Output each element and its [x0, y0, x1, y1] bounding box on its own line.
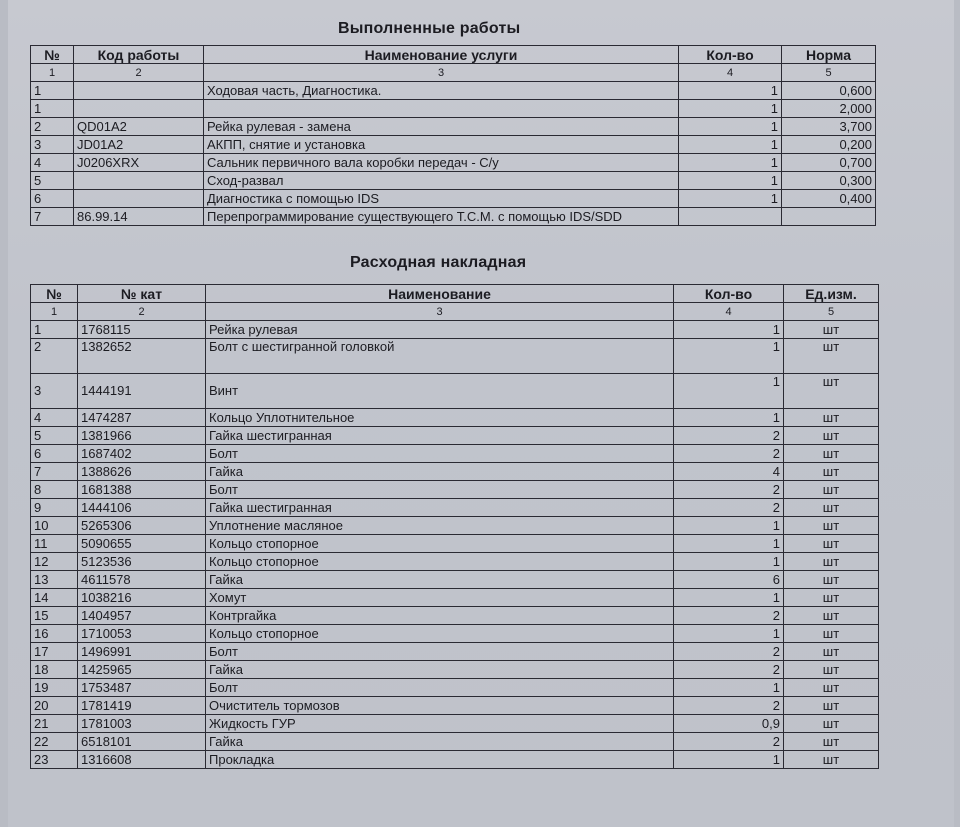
works-cell-name	[204, 100, 679, 118]
invoice-row	[31, 661, 879, 679]
invoice-cell-cat: 1768115	[78, 321, 206, 339]
invoice-cell-qty: 1	[674, 409, 784, 427]
works-cell-name: Сход-развал	[204, 172, 679, 190]
invoice-table	[30, 284, 879, 769]
works-row	[31, 82, 876, 100]
works-cell-norm: 0,200	[782, 136, 876, 154]
invoice-cell-no: 10	[31, 517, 78, 535]
works-cell-code	[74, 100, 204, 118]
works-row	[31, 172, 876, 190]
invoice-cell-name: Очиститель тормозов	[206, 697, 674, 715]
works-cell-qty: 1	[679, 82, 782, 100]
works-cell-norm: 0,700	[782, 154, 876, 172]
invoice-cell-qty: 6	[674, 571, 784, 589]
invoice-cell-qty: 1	[674, 751, 784, 769]
invoice-cell-unit: шт	[784, 409, 879, 427]
works-cell-norm: 0,300	[782, 172, 876, 190]
invoice-cell-unit: шт	[784, 679, 879, 697]
invoice-cell-name: Гайка	[206, 733, 674, 751]
works-cell-code: JD01A2	[74, 136, 204, 154]
invoice-cell-no: 13	[31, 571, 78, 589]
invoice-cell-unit: шт	[784, 715, 879, 733]
invoice-cell-no: 19	[31, 679, 78, 697]
invoice-row	[31, 374, 879, 409]
invoice-cell-unit: шт	[784, 374, 879, 409]
works-cell-name: АКПП, снятие и установка	[204, 136, 679, 154]
works-header-row	[31, 46, 876, 64]
invoice-row	[31, 535, 879, 553]
invoice-cell-name: Прокладка	[206, 751, 674, 769]
invoice-cell-cat: 5123536	[78, 553, 206, 571]
invoice-cell-qty: 1	[674, 517, 784, 535]
works-cell-no: 2	[31, 118, 74, 136]
invoice-cell-unit: шт	[784, 697, 879, 715]
works-row	[31, 118, 876, 136]
invoice-row	[31, 679, 879, 697]
invoice-cell-name: Уплотнение масляное	[206, 517, 674, 535]
invoice-cell-qty: 0,9	[674, 715, 784, 733]
invoice-cell-no: 7	[31, 463, 78, 481]
works-header-name: Наименование услуги	[204, 46, 679, 64]
invoice-cell-qty: 1	[674, 535, 784, 553]
invoice-cell-qty: 2	[674, 427, 784, 445]
invoice-cell-no: 1	[31, 321, 78, 339]
invoice-cell-no: 16	[31, 625, 78, 643]
invoice-cell-name: Кольцо Уплотнительное	[206, 409, 674, 427]
invoice-row	[31, 571, 879, 589]
invoice-cell-qty: 1	[674, 374, 784, 409]
invoice-cell-name: Болт	[206, 643, 674, 661]
invoice-cell-cat: 1444191	[78, 374, 206, 409]
works-cell-qty: 1	[679, 172, 782, 190]
invoice-cell-qty: 1	[674, 679, 784, 697]
invoice-cell-cat: 1388626	[78, 463, 206, 481]
invoice-cell-no: 5	[31, 427, 78, 445]
invoice-cell-cat: 1496991	[78, 643, 206, 661]
invoice-row	[31, 733, 879, 751]
invoice-row	[31, 339, 879, 374]
works-cell-no: 5	[31, 172, 74, 190]
invoice-cell-name: Кольцо стопорное	[206, 625, 674, 643]
invoice-cell-unit: шт	[784, 661, 879, 679]
invoice-cell-cat: 1681388	[78, 481, 206, 499]
invoice-cell-qty: 1	[674, 321, 784, 339]
works-cell-no: 3	[31, 136, 74, 154]
works-colnum: 4	[679, 64, 782, 82]
invoice-cell-cat: 1781003	[78, 715, 206, 733]
invoice-cell-name: Гайка	[206, 571, 674, 589]
works-cell-no: 1	[31, 100, 74, 118]
invoice-cell-unit: шт	[784, 535, 879, 553]
invoice-cell-qty: 4	[674, 463, 784, 481]
invoice-cell-name: Рейка рулевая	[206, 321, 674, 339]
works-colnum-row	[31, 64, 876, 82]
invoice-cell-unit: шт	[784, 481, 879, 499]
works-row	[31, 208, 876, 226]
works-row	[31, 100, 876, 118]
invoice-cell-unit: шт	[784, 339, 879, 374]
invoice-cell-qty: 2	[674, 607, 784, 625]
works-title: Выполненные работы	[338, 20, 521, 37]
invoice-cell-cat: 1753487	[78, 679, 206, 697]
works-cell-code: 86.99.14	[74, 208, 204, 226]
invoice-cell-cat: 5090655	[78, 535, 206, 553]
invoice-header-cat: № кат	[78, 285, 206, 303]
invoice-cell-unit: шт	[784, 321, 879, 339]
works-cell-code	[74, 190, 204, 208]
invoice-cell-no: 23	[31, 751, 78, 769]
works-cell-code	[74, 82, 204, 100]
works-cell-norm	[782, 208, 876, 226]
invoice-cell-qty: 2	[674, 643, 784, 661]
works-cell-code: J0206XRX	[74, 154, 204, 172]
invoice-cell-qty: 2	[674, 481, 784, 499]
invoice-row	[31, 553, 879, 571]
invoice-cell-no: 15	[31, 607, 78, 625]
invoice-cell-no: 4	[31, 409, 78, 427]
invoice-cell-name: Болт с шестигранной головкой	[206, 339, 674, 374]
works-cell-qty: 1	[679, 100, 782, 118]
invoice-cell-no: 14	[31, 589, 78, 607]
invoice-header-no: №	[31, 285, 78, 303]
works-cell-qty: 1	[679, 118, 782, 136]
works-header-no: №	[31, 46, 74, 64]
invoice-cell-name: Кольцо стопорное	[206, 535, 674, 553]
invoice-row	[31, 715, 879, 733]
invoice-cell-qty: 2	[674, 697, 784, 715]
invoice-cell-no: 12	[31, 553, 78, 571]
invoice-cell-name: Болт	[206, 679, 674, 697]
invoice-cell-unit: шт	[784, 427, 879, 445]
invoice-colnum: 5	[784, 303, 879, 321]
invoice-cell-no: 2	[31, 339, 78, 374]
invoice-cell-qty: 1	[674, 589, 784, 607]
works-cell-qty: 1	[679, 154, 782, 172]
invoice-cell-cat: 1316608	[78, 751, 206, 769]
invoice-cell-cat: 1444106	[78, 499, 206, 517]
invoice-colnum: 1	[31, 303, 78, 321]
invoice-cell-no: 17	[31, 643, 78, 661]
invoice-cell-unit: шт	[784, 553, 879, 571]
works-cell-no: 7	[31, 208, 74, 226]
works-colnum: 5	[782, 64, 876, 82]
invoice-row	[31, 481, 879, 499]
works-cell-name: Диагностика с помощью IDS	[204, 190, 679, 208]
invoice-cell-name: Винт	[206, 374, 674, 409]
invoice-cell-qty: 1	[674, 553, 784, 571]
invoice-cell-name: Контргайка	[206, 607, 674, 625]
works-table	[30, 45, 876, 226]
works-row	[31, 136, 876, 154]
invoice-cell-no: 22	[31, 733, 78, 751]
invoice-cell-name: Кольцо стопорное	[206, 553, 674, 571]
works-cell-qty: 1	[679, 136, 782, 154]
works-header-code: Код работы	[74, 46, 204, 64]
invoice-cell-unit: шт	[784, 463, 879, 481]
invoice-row	[31, 409, 879, 427]
works-cell-norm: 0,600	[782, 82, 876, 100]
works-cell-name: Ходовая часть, Диагностика.	[204, 82, 679, 100]
invoice-cell-cat: 1781419	[78, 697, 206, 715]
invoice-header-qty: Кол-во	[674, 285, 784, 303]
invoice-cell-unit: шт	[784, 589, 879, 607]
works-header-norm: Норма	[782, 46, 876, 64]
invoice-cell-cat: 6518101	[78, 733, 206, 751]
works-cell-no: 1	[31, 82, 74, 100]
works-colnum: 1	[31, 64, 74, 82]
works-cell-no: 6	[31, 190, 74, 208]
invoice-cell-cat: 4611578	[78, 571, 206, 589]
invoice-cell-cat: 1038216	[78, 589, 206, 607]
invoice-row	[31, 625, 879, 643]
invoice-row	[31, 463, 879, 481]
invoice-cell-no: 11	[31, 535, 78, 553]
works-cell-norm: 2,000	[782, 100, 876, 118]
invoice-cell-cat: 1381966	[78, 427, 206, 445]
works-cell-norm: 0,400	[782, 190, 876, 208]
invoice-colnum-row	[31, 303, 879, 321]
invoice-cell-unit: шт	[784, 643, 879, 661]
invoice-cell-name: Гайка шестигранная	[206, 427, 674, 445]
invoice-cell-name: Болт	[206, 445, 674, 463]
invoice-row	[31, 445, 879, 463]
works-cell-name: Сальник первичного вала коробки передач - С/у	[204, 154, 679, 172]
invoice-cell-qty: 2	[674, 445, 784, 463]
invoice-row	[31, 499, 879, 517]
invoice-cell-unit: шт	[784, 445, 879, 463]
invoice-row	[31, 643, 879, 661]
invoice-cell-name: Гайка	[206, 661, 674, 679]
invoice-cell-no: 21	[31, 715, 78, 733]
invoice-cell-unit: шт	[784, 607, 879, 625]
invoice-body	[31, 321, 879, 769]
works-row	[31, 154, 876, 172]
invoice-cell-name: Гайка	[206, 463, 674, 481]
works-row	[31, 190, 876, 208]
invoice-cell-unit: шт	[784, 625, 879, 643]
invoice-cell-no: 18	[31, 661, 78, 679]
invoice-cell-unit: шт	[784, 517, 879, 535]
invoice-cell-cat: 5265306	[78, 517, 206, 535]
works-body	[31, 82, 876, 226]
invoice-cell-name: Хомут	[206, 589, 674, 607]
works-cell-code	[74, 172, 204, 190]
invoice-cell-cat: 1474287	[78, 409, 206, 427]
invoice-cell-name: Болт	[206, 481, 674, 499]
invoice-cell-qty: 2	[674, 499, 784, 517]
invoice-colnum: 2	[78, 303, 206, 321]
works-cell-code: QD01A2	[74, 118, 204, 136]
invoice-cell-cat: 1382652	[78, 339, 206, 374]
invoice-cell-cat: 1404957	[78, 607, 206, 625]
invoice-cell-no: 9	[31, 499, 78, 517]
works-header-qty: Кол-во	[679, 46, 782, 64]
invoice-row	[31, 607, 879, 625]
invoice-row	[31, 589, 879, 607]
invoice-cell-unit: шт	[784, 733, 879, 751]
invoice-colnum: 3	[206, 303, 674, 321]
works-cell-qty: 1	[679, 190, 782, 208]
works-colnum: 2	[74, 64, 204, 82]
invoice-row	[31, 697, 879, 715]
invoice-colnum: 4	[674, 303, 784, 321]
invoice-cell-unit: шт	[784, 571, 879, 589]
invoice-header-row	[31, 285, 879, 303]
invoice-cell-name: Гайка шестигранная	[206, 499, 674, 517]
works-cell-name: Рейка рулевая - замена	[204, 118, 679, 136]
invoice-cell-cat: 1687402	[78, 445, 206, 463]
invoice-cell-no: 8	[31, 481, 78, 499]
invoice-header-unit: Ед.изм.	[784, 285, 879, 303]
works-cell-norm: 3,700	[782, 118, 876, 136]
works-cell-name: Перепрограммирование существующего Т.С.М. с помощью IDS/SDD	[204, 208, 679, 226]
invoice-cell-no: 6	[31, 445, 78, 463]
invoice-cell-qty: 2	[674, 733, 784, 751]
invoice-title: Расходная накладная	[350, 254, 527, 271]
invoice-row	[31, 427, 879, 445]
invoice-cell-qty: 2	[674, 661, 784, 679]
invoice-header-name: Наименование	[206, 285, 674, 303]
invoice-cell-unit: шт	[784, 751, 879, 769]
works-cell-qty	[679, 208, 782, 226]
invoice-cell-cat: 1425965	[78, 661, 206, 679]
invoice-cell-unit: шт	[784, 499, 879, 517]
invoice-cell-qty: 1	[674, 625, 784, 643]
invoice-cell-no: 3	[31, 374, 78, 409]
invoice-row	[31, 321, 879, 339]
invoice-cell-cat: 1710053	[78, 625, 206, 643]
invoice-cell-qty: 1	[674, 339, 784, 374]
invoice-cell-name: Жидкость ГУР	[206, 715, 674, 733]
works-cell-no: 4	[31, 154, 74, 172]
invoice-cell-no: 20	[31, 697, 78, 715]
invoice-row	[31, 751, 879, 769]
invoice-row	[31, 517, 879, 535]
works-colnum: 3	[204, 64, 679, 82]
